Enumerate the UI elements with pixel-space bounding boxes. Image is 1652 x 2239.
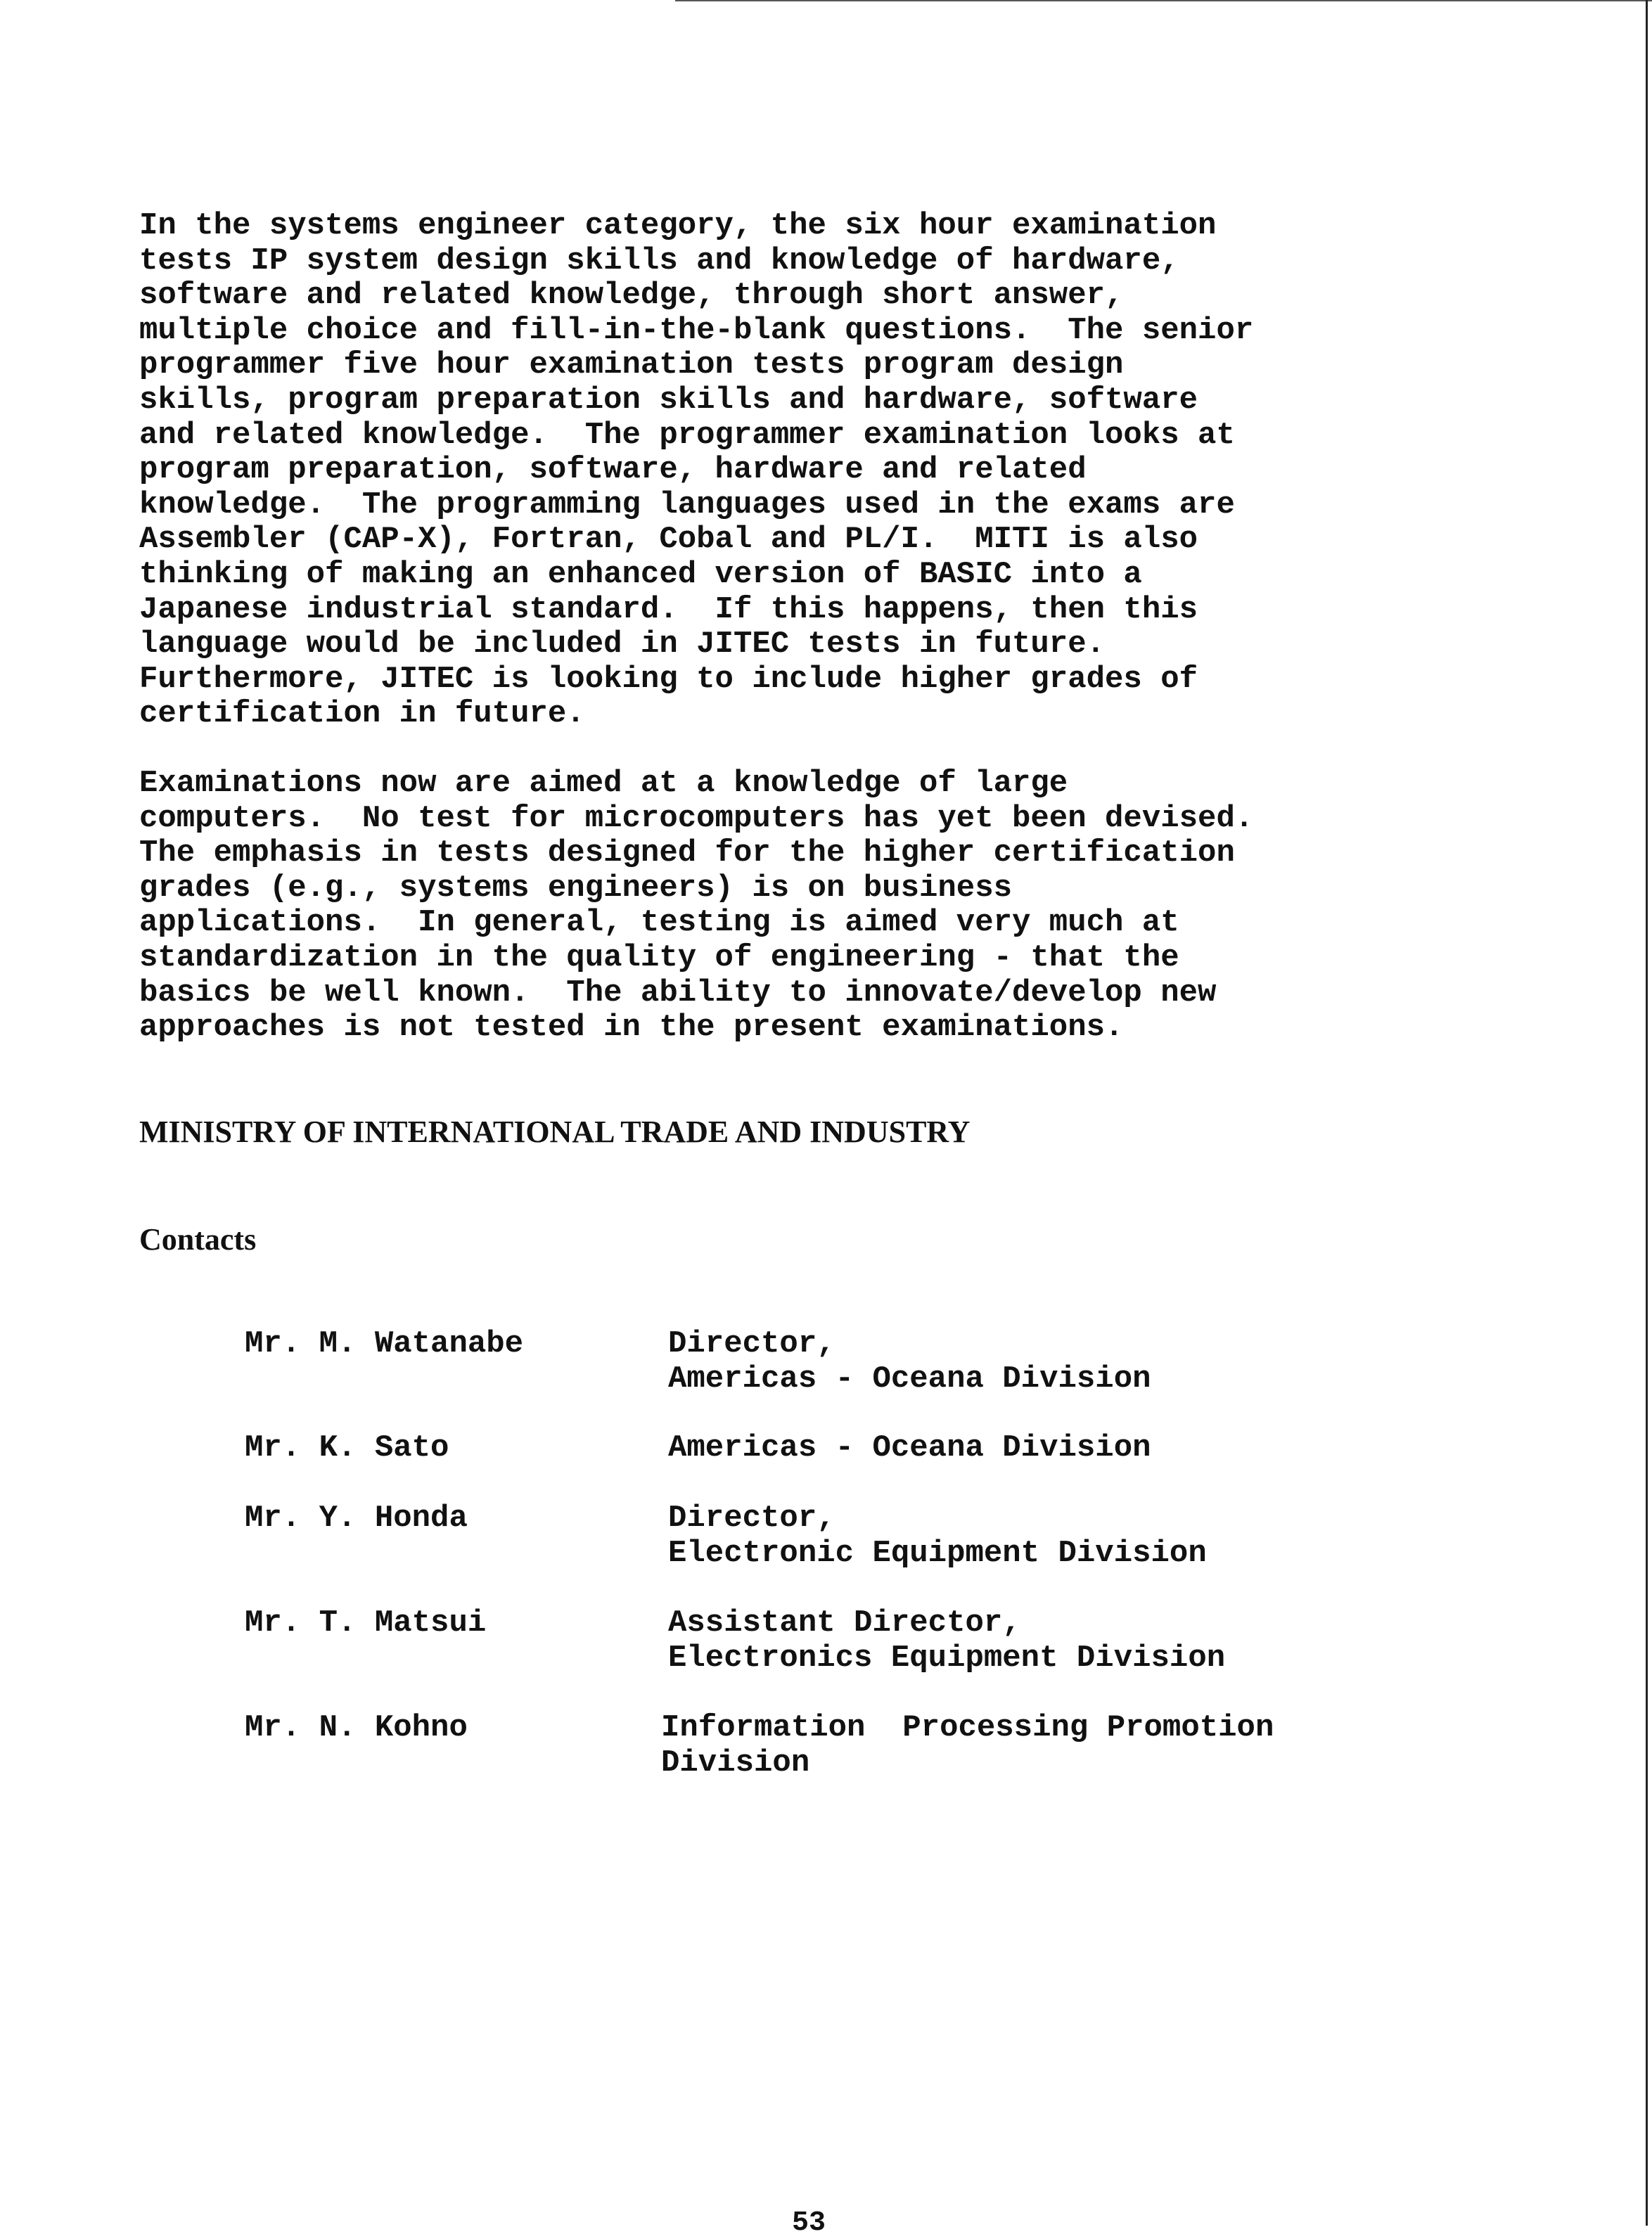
contact-name: Mr. N. Kohno [245,1710,468,1745]
contact-title: Director, Americas - Oceana Division [668,1326,1151,1397]
contacts-heading: Contacts [139,1222,257,1257]
paragraph-exam-focus: Examinations now are aimed at a knowledge of large computers. No test for microcomputers has yet been devised. The emphasis in tests designed for the higher certification grades (e.g., systems engineers) is on business applications. In general, testing is aimed very much at standardization in the quality of engineering - that the basics be well known. The ability to innovate/develop new approaches is not tested in the present examinations. [139,766,1254,1046]
scan-edge-top [675,0,1652,1]
contact-title: Americas - Oceana Division [668,1430,1151,1465]
section-heading-miti: MINISTRY OF INTERNATIONAL TRADE AND INDUSTRY [139,1115,971,1149]
paragraph-exam-categories: In the systems engineer category, the six hour examination tests IP system design skills and knowledge of hardware, software and related knowledge, through short answer, multiple choice and fill-in-the-blank questions. The senior programmer five hour examination tests program design skills, program preparation skills and hardware, software and related knowledge. The programmer examination looks at program preparation, software, hardware and related knowledge. The programming languages used in the exams are Assembler (CAP-X), Fortran, Cobal and PL/I. MITI is also thinking of making an enhanced version of BASIC into a Japanese industrial standard. If this happens, then this language would be included in JITEC tests in future. Furthermore, JITEC is looking to include higher grades of certification in future. [139,208,1254,732]
contact-name: Mr. Y. Honda [245,1501,468,1536]
contact-title: Assistant Director, Electronics Equipment Division [668,1605,1226,1676]
page-number: 53 [792,2207,826,2239]
contact-title: Director, Electronic Equipment Division [668,1501,1207,1571]
scan-edge-right [1646,0,1648,2226]
contact-name: Mr. M. Watanabe [245,1326,524,1361]
contact-name: Mr. K. Sato [245,1430,449,1465]
contact-name: Mr. T. Matsui [245,1605,487,1641]
contact-title: Information Processing Promotion Division [661,1710,1274,1781]
